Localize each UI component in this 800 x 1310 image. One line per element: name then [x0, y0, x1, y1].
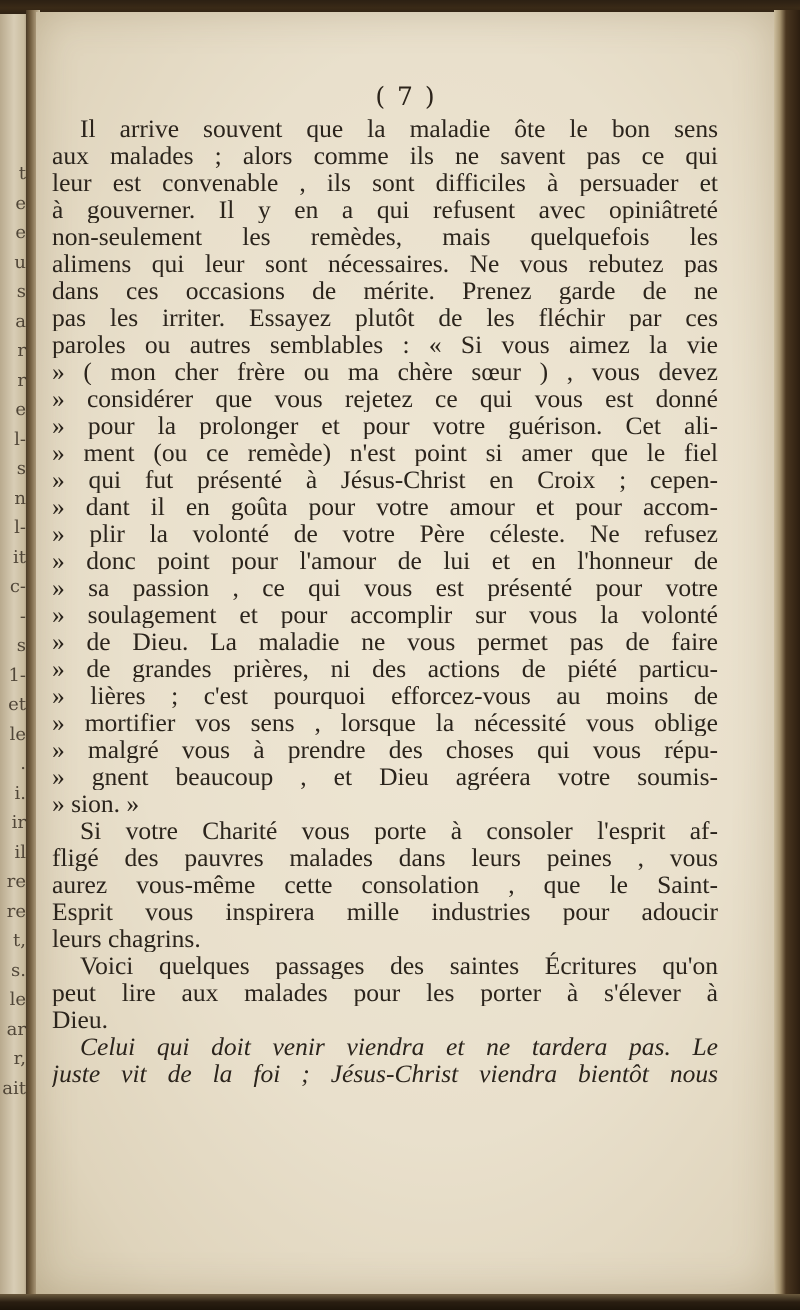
- text-line: alimens qui leur sont nécessaires. Ne vous rebutez pas: [52, 250, 718, 277]
- text-line: » de Dieu. La maladie ne vous permet pas de faire: [52, 628, 718, 655]
- text-line: » mortifier vos sens , lorsque la nécessité vous oblige: [52, 709, 718, 736]
- text-line: » gnent beaucoup , et Dieu agréera votre soumis-: [52, 763, 718, 790]
- text-line: » dant il en goûta pour votre amour et pour accom-: [52, 493, 718, 520]
- text-line: paroles ou autres semblables : « Si vous aimez la vie: [52, 331, 718, 358]
- text-line: » pour la prolonger et pour votre guérison. Cet ali-: [52, 412, 718, 439]
- facing-page-fragment: re: [6, 900, 26, 922]
- facing-page-fragment: et: [8, 694, 26, 715]
- facing-page-fragment: ir: [11, 812, 26, 833]
- facing-page-fragment: i.: [14, 782, 26, 804]
- facing-page-fragment: ar: [6, 1018, 26, 1040]
- facing-page-fragment: s.: [11, 959, 26, 981]
- page-number: ( 7 ): [375, 82, 437, 111]
- text-line: pas les irriter. Essayez plutôt de les fléchir par ces: [52, 304, 718, 331]
- book-page: [36, 12, 774, 1294]
- text-line: non-seulement les remèdes, mais quelquefois les: [52, 223, 718, 250]
- text-line: » sion. »: [52, 790, 140, 817]
- text-line: » donc point pour l'amour de lui et en l'honneur de: [52, 547, 718, 574]
- text-line: » ( mon cher frère ou ma chère sœur ) , vous devez: [52, 358, 718, 385]
- facing-page-fragment: s: [16, 281, 26, 302]
- facing-page-fragment: u: [14, 251, 26, 273]
- facing-page-fragment: -: [19, 605, 26, 627]
- facing-page-fragment: r,: [13, 1048, 26, 1069]
- text-line: leur est convenable , ils sont difficiles à persuader et: [52, 169, 718, 196]
- book-cover-edge-right: [774, 10, 800, 1300]
- text-line: » malgré vous à prendre des choses qui vous répu-: [52, 736, 718, 763]
- facing-page-fragment: 1-: [8, 664, 26, 686]
- facing-page-fragment: c-: [9, 576, 26, 597]
- facing-page-fragment: le: [9, 723, 26, 745]
- facing-page-fragment: e: [15, 399, 26, 420]
- facing-page-fragment: r: [17, 340, 26, 361]
- facing-page-fragment: e: [15, 222, 26, 243]
- book-cover-edge-bottom: [0, 1294, 800, 1310]
- facing-page-fragment: r: [17, 369, 26, 391]
- facing-page-fragment: re: [6, 871, 26, 892]
- text-line: Il arrive souvent que la maladie ôte le bon sens: [80, 115, 718, 142]
- facing-page-fragment: le: [9, 989, 26, 1010]
- facing-page-fragment: e: [15, 192, 26, 214]
- text-line: juste vit de la foi ; Jésus-Christ viendra bientôt nous: [52, 1060, 718, 1087]
- text-line: leurs chagrins.: [52, 925, 201, 952]
- facing-page-fragment: t: [18, 163, 26, 184]
- facing-page-fragment: .: [20, 753, 26, 774]
- text-line: » plir la volonté de votre Père céleste. Ne refusez: [52, 520, 718, 547]
- facing-page-fragment: n: [14, 487, 26, 509]
- text-line: fligé des pauvres malades dans leurs peines , vous: [52, 844, 718, 871]
- facing-page-fragment: t,: [13, 930, 26, 951]
- text-line: aurez vous-même cette consolation , que le Saint-: [52, 871, 718, 898]
- text-line: Voici quelques passages des saintes Écritures qu'on: [80, 952, 718, 979]
- facing-page-fragment: l-: [14, 517, 26, 538]
- text-line: » de grandes prières, ni des actions de piété particu-: [52, 655, 718, 682]
- text-line: » ment (ou ce remède) n'est point si amer que le fiel: [52, 439, 718, 466]
- text-line: aux malades ; alors comme ils ne savent pas ce qui: [52, 142, 718, 169]
- facing-page-fragment: s: [16, 635, 26, 656]
- text-line: » soulagement et pour accomplir sur vous la volonté: [52, 601, 718, 628]
- text-line: dans ces occasions de mérite. Prenez garde de ne: [52, 277, 718, 304]
- facing-page-fragment: il: [14, 841, 26, 863]
- facing-page-fragment: l-: [14, 428, 26, 450]
- page-text: [52, 115, 718, 1087]
- text-line: à gouverner. Il y en a qui refusent avec opiniâtreté: [52, 196, 718, 223]
- text-line: » lières ; c'est pourquoi efforcez-vous au moins de: [52, 682, 718, 709]
- text-line: peut lire aux malades pour les porter à s'élever à: [52, 979, 718, 1006]
- facing-page-fragment: ait: [2, 1077, 26, 1099]
- text-line: » considérer que vous rejetez ce qui vous est donné: [52, 385, 718, 412]
- text-line: » sa passion , ce qui vous est présenté pour votre: [52, 574, 718, 601]
- facing-page-fragment: it: [13, 546, 26, 568]
- text-line: Dieu.: [52, 1006, 108, 1033]
- facing-page-fragment: s: [16, 458, 26, 479]
- text-line: Celui qui doit venir viendra et ne tardera pas. Le: [80, 1033, 718, 1060]
- facing-page-fragment: a: [15, 310, 26, 332]
- text-line: Si votre Charité vous porte à consoler l'esprit af-: [80, 817, 718, 844]
- text-line: Esprit vous inspirera mille industries pour adoucir: [52, 898, 718, 925]
- text-line: » qui fut présenté à Jésus-Christ en Croix ; cepen-: [52, 466, 718, 493]
